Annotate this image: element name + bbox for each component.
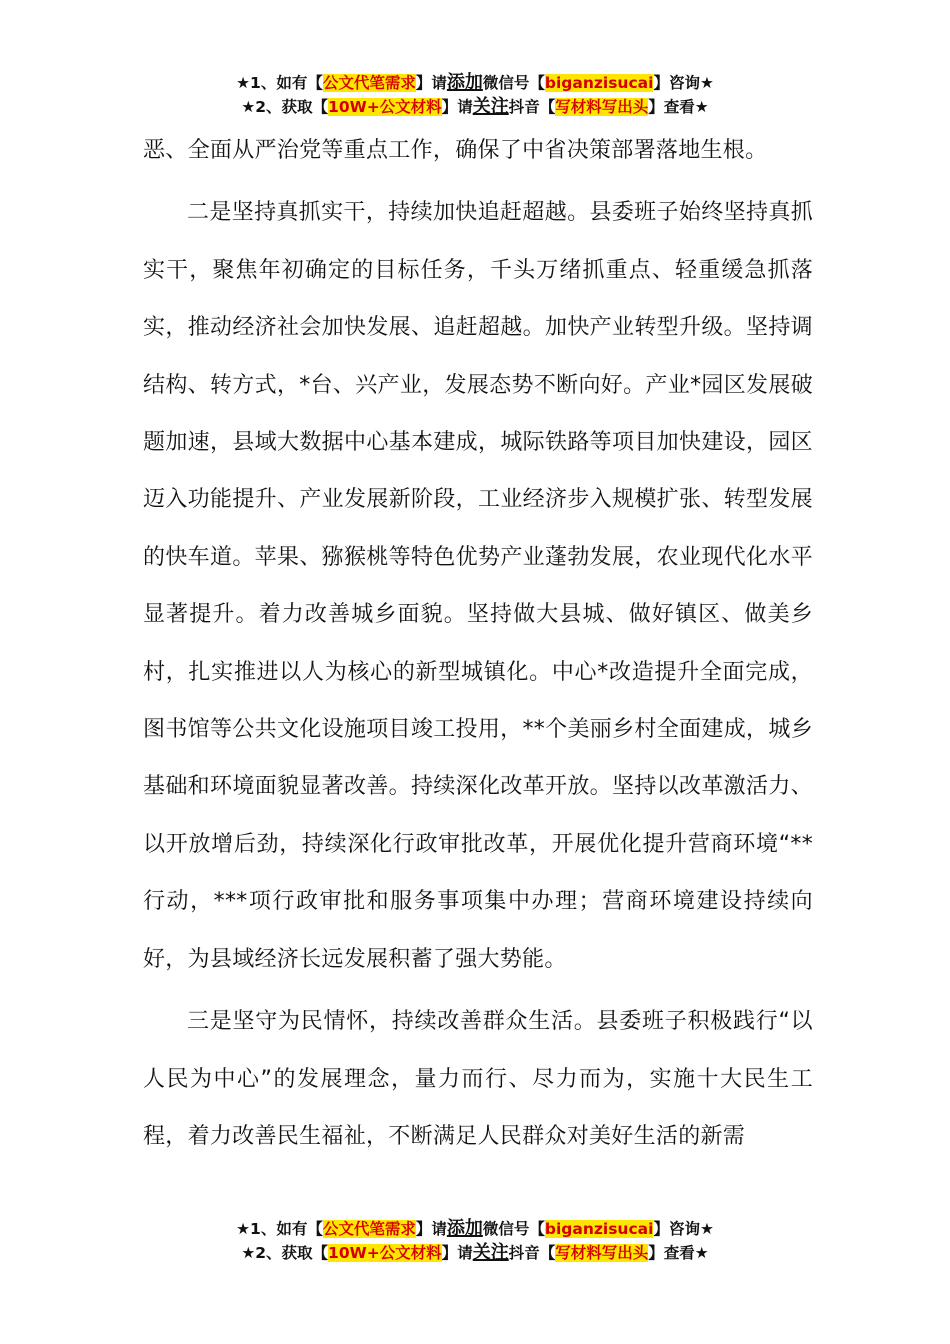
footer-line-2-text-e: 抖音【 [508, 1244, 556, 1262]
paragraph-point-two: 二是坚持真抓实干，持续加快追赶超越。县委班子始终坚持真抓实干，聚焦年初确定的目标任务，千头万绪抓重点、轻重缓急抓落实，推动经济社会加快发展、追赶超越。加快产业转型升级。坚持调结构、转方式，*台、兴产业，发展态势不断向好。产业*园区发展破题加速，县域大数据中心基本建成，城际铁路等项目加快建设，园区迈入功能提升、产业发展新阶段，工业经济步入规模扩张、转型发展的快车道。苹果、猕猴桃等特色优势产业蓬勃发展，农业现代化水平显著提升。着力改善城乡面貌。坚持做大县城、做好镇区、做美乡村，扎实推进以人为核心的新型城镇化。中心*改造提升全面完成，图书馆等公共文化设施项目竣工投用，**个美丽乡村全面建成，城乡基础和环境面貌显著改善。持续深化改革开放。坚持以改革激活力、以开放增后劲，持续深化行政审批改革，开展优化提升营商环境“**行动，***项行政审批和服务事项集中办理；营商环境建设持续向好，为县域经济长远发展积蓄了强大势能。 [143, 200, 813, 972]
footer-line-2-text-c: 】请 [441, 1244, 473, 1262]
footer-line-1 [0, 1217, 950, 1241]
header-wechat-id: biganzisucai [544, 74, 654, 92]
footer-wechat-id: biganzisucai [544, 1220, 654, 1238]
header-line-1-text-a: ★1、如有【 [236, 74, 323, 92]
footer-line-1-text-g: 】咨询★ [653, 1220, 714, 1238]
header-highlight-materials: 10W+公文材料 [328, 98, 442, 116]
footer-line-2 [0, 1241, 950, 1265]
footer-add-emphasis: 添加 [446, 1218, 483, 1239]
footer-highlight-service: 公文代笔需求 [322, 1220, 416, 1238]
footer-line-2-text-g: 】查看★ [648, 1244, 709, 1262]
paragraph-continuation: 恶、全面从严治党等重点工作，确保了中省决策部署落地生根。 [143, 138, 768, 163]
header-line-1-text-e: 微信号【 [482, 74, 545, 92]
header-highlight-service: 公文代笔需求 [322, 74, 416, 92]
document-body [143, 122, 813, 1165]
footer-line-2-text-a: ★2、获取【 [241, 1244, 329, 1262]
header-line-2-text-g: 】查看★ [648, 98, 709, 116]
header-douyin-account: 写材料写出头 [555, 98, 649, 116]
header-line-2-text-a: ★2、获取【 [241, 98, 329, 116]
footer-line-1-text-c: 】请 [415, 1220, 447, 1238]
paragraph-point-three: 三是坚守为民情怀，持续改善群众生活。县委班子积极践行“以人民为中心”的发展理念，量力而行、尽力而为，实施十大民生工程，着力改善民生福祉，不断满足人民群众对美好生活的新需 [143, 1009, 813, 1149]
header-line-2 [0, 95, 950, 119]
header-line-2-text-e: 抖音【 [508, 98, 556, 116]
footer-douyin-account: 写材料写出头 [555, 1244, 649, 1262]
header-banner [0, 71, 950, 119]
header-follow-emphasis: 关注 [472, 96, 509, 117]
header-line-1 [0, 71, 950, 95]
footer-line-1-text-e: 微信号【 [482, 1220, 545, 1238]
header-line-1-text-g: 】咨询★ [653, 74, 714, 92]
footer-line-1-text-a: ★1、如有【 [236, 1220, 323, 1238]
header-line-2-text-c: 】请 [441, 98, 473, 116]
header-add-emphasis: 添加 [446, 72, 483, 93]
header-line-1-text-c: 】请 [415, 74, 447, 92]
footer-follow-emphasis: 关注 [472, 1242, 509, 1263]
footer-banner [0, 1217, 950, 1265]
footer-highlight-materials: 10W+公文材料 [328, 1244, 442, 1262]
